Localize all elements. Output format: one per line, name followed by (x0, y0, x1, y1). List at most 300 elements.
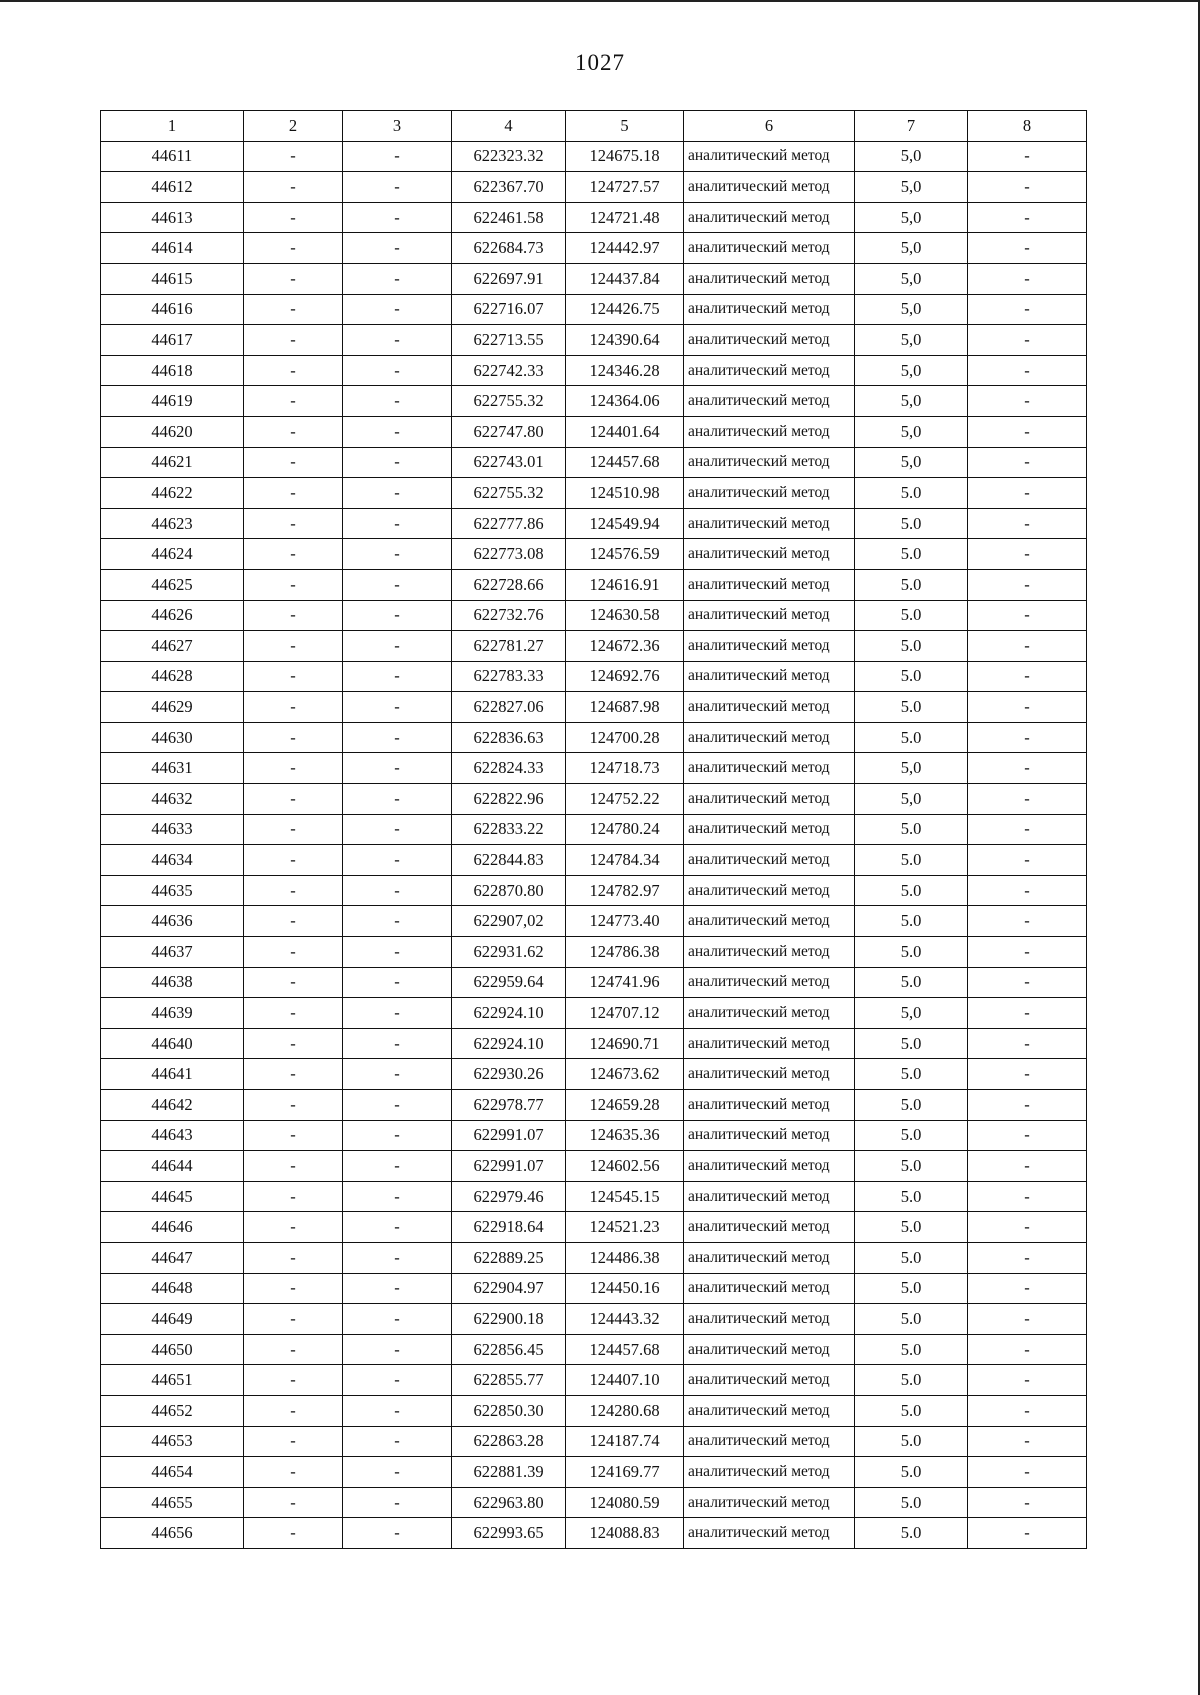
col3-cell: - (343, 1365, 452, 1396)
col2-cell: - (244, 141, 343, 172)
page-number: 1027 (575, 50, 625, 75)
y-coordinate-cell: 124782.97 (566, 875, 684, 906)
x-coordinate-cell: 622716.07 (452, 294, 566, 325)
accuracy-cell: 5.0 (855, 1518, 968, 1549)
x-coordinate-cell: 622924.10 (452, 1028, 566, 1059)
x-coordinate-cell: 622863.28 (452, 1426, 566, 1457)
x-coordinate-cell: 622844.83 (452, 845, 566, 876)
table-row (101, 539, 1087, 570)
col8-cell: - (968, 1365, 1087, 1396)
y-coordinate-cell: 124549.94 (566, 508, 684, 539)
x-coordinate-cell: 622461.58 (452, 202, 566, 233)
x-coordinate-cell: 622732.76 (452, 600, 566, 631)
col8-cell: - (968, 1487, 1087, 1518)
col2-cell: - (244, 1090, 343, 1121)
method-cell: аналитический метод (684, 784, 855, 815)
x-coordinate-cell: 622963.80 (452, 1487, 566, 1518)
col3-cell: - (343, 722, 452, 753)
table-row (101, 294, 1087, 325)
col8-cell: - (968, 1334, 1087, 1365)
y-coordinate-cell: 124450.16 (566, 1273, 684, 1304)
column-header: 5 (566, 111, 684, 142)
x-coordinate-cell: 622907,02 (452, 906, 566, 937)
table-row (101, 233, 1087, 264)
accuracy-cell: 5.0 (855, 1181, 968, 1212)
y-coordinate-cell: 124442.97 (566, 233, 684, 264)
table-row (101, 1487, 1087, 1518)
column-header: 7 (855, 111, 968, 142)
y-coordinate-cell: 124088.83 (566, 1518, 684, 1549)
y-coordinate-cell: 124169.77 (566, 1457, 684, 1488)
y-coordinate-cell: 124187.74 (566, 1426, 684, 1457)
col2-cell: - (244, 508, 343, 539)
y-coordinate-cell: 124630.58 (566, 600, 684, 631)
x-coordinate-cell: 622367.70 (452, 172, 566, 203)
method-cell: аналитический метод (684, 141, 855, 172)
col3-cell: - (343, 263, 452, 294)
y-coordinate-cell: 124437.84 (566, 263, 684, 294)
point-number-cell: 44621 (101, 447, 244, 478)
method-cell: аналитический метод (684, 875, 855, 906)
method-cell: аналитический метод (684, 845, 855, 876)
col3-cell: - (343, 478, 452, 509)
method-cell: аналитический метод (684, 1426, 855, 1457)
x-coordinate-cell: 622979.46 (452, 1181, 566, 1212)
y-coordinate-cell: 124576.59 (566, 539, 684, 570)
y-coordinate-cell: 124752.22 (566, 784, 684, 815)
col8-cell: - (968, 814, 1087, 845)
table-row (101, 355, 1087, 386)
table-row (101, 814, 1087, 845)
table-row (101, 631, 1087, 662)
point-number-cell: 44624 (101, 539, 244, 570)
method-cell: аналитический метод (684, 998, 855, 1029)
table-row (101, 998, 1087, 1029)
method-cell: аналитический метод (684, 661, 855, 692)
col3-cell: - (343, 1487, 452, 1518)
method-cell: аналитический метод (684, 753, 855, 784)
method-cell: аналитический метод (684, 416, 855, 447)
accuracy-cell: 5.0 (855, 845, 968, 876)
col3-cell: - (343, 141, 452, 172)
y-coordinate-cell: 124721.48 (566, 202, 684, 233)
col2-cell: - (244, 692, 343, 723)
y-coordinate-cell: 124700.28 (566, 722, 684, 753)
col3-cell: - (343, 202, 452, 233)
method-cell: аналитический метод (684, 1273, 855, 1304)
col8-cell: - (968, 1151, 1087, 1182)
point-number-cell: 44647 (101, 1242, 244, 1273)
col3-cell: - (343, 631, 452, 662)
x-coordinate-cell: 622978.77 (452, 1090, 566, 1121)
point-number-cell: 44619 (101, 386, 244, 417)
accuracy-cell: 5.0 (855, 692, 968, 723)
point-number-cell: 44620 (101, 416, 244, 447)
x-coordinate-cell: 622959.64 (452, 967, 566, 998)
accuracy-cell: 5.0 (855, 569, 968, 600)
accuracy-cell: 5.0 (855, 814, 968, 845)
col2-cell: - (244, 967, 343, 998)
col3-cell: - (343, 1273, 452, 1304)
point-number-cell: 44652 (101, 1395, 244, 1426)
method-cell: аналитический метод (684, 1120, 855, 1151)
y-coordinate-cell: 124659.28 (566, 1090, 684, 1121)
table-row (101, 906, 1087, 937)
col8-cell: - (968, 753, 1087, 784)
column-header: 6 (684, 111, 855, 142)
method-cell: аналитический метод (684, 937, 855, 968)
table-row (101, 202, 1087, 233)
method-cell: аналитический метод (684, 325, 855, 356)
col2-cell: - (244, 172, 343, 203)
col2-cell: - (244, 1334, 343, 1365)
col8-cell: - (968, 600, 1087, 631)
method-cell: аналитический метод (684, 355, 855, 386)
method-cell: аналитический метод (684, 1212, 855, 1243)
method-cell: аналитический метод (684, 294, 855, 325)
y-coordinate-cell: 124426.75 (566, 294, 684, 325)
point-number-cell: 44654 (101, 1457, 244, 1488)
x-coordinate-cell: 622931.62 (452, 937, 566, 968)
col8-cell: - (968, 172, 1087, 203)
col8-cell: - (968, 569, 1087, 600)
method-cell: аналитический метод (684, 967, 855, 998)
col2-cell: - (244, 355, 343, 386)
x-coordinate-cell: 622684.73 (452, 233, 566, 264)
col3-cell: - (343, 845, 452, 876)
col3-cell: - (343, 967, 452, 998)
x-coordinate-cell: 622713.55 (452, 325, 566, 356)
accuracy-cell: 5.0 (855, 1273, 968, 1304)
x-coordinate-cell: 622777.86 (452, 508, 566, 539)
y-coordinate-cell: 124443.32 (566, 1304, 684, 1335)
table-row (101, 1059, 1087, 1090)
col3-cell: - (343, 937, 452, 968)
y-coordinate-cell: 124718.73 (566, 753, 684, 784)
table-row (101, 1395, 1087, 1426)
point-number-cell: 44651 (101, 1365, 244, 1396)
accuracy-cell: 5.0 (855, 1426, 968, 1457)
method-cell: аналитический метод (684, 814, 855, 845)
accuracy-cell: 5.0 (855, 661, 968, 692)
accuracy-cell: 5,0 (855, 753, 968, 784)
table-row (101, 508, 1087, 539)
col8-cell: - (968, 631, 1087, 662)
col3-cell: - (343, 355, 452, 386)
accuracy-cell: 5.0 (855, 1151, 968, 1182)
method-cell: аналитический метод (684, 1028, 855, 1059)
table-row (101, 1426, 1087, 1457)
method-cell: аналитический метод (684, 1395, 855, 1426)
method-cell: аналитический метод (684, 233, 855, 264)
col2-cell: - (244, 1242, 343, 1273)
col8-cell: - (968, 1304, 1087, 1335)
accuracy-cell: 5.0 (855, 1059, 968, 1090)
y-coordinate-cell: 124672.36 (566, 631, 684, 662)
col2-cell: - (244, 1304, 343, 1335)
point-number-cell: 44646 (101, 1212, 244, 1243)
accuracy-cell: 5.0 (855, 906, 968, 937)
point-number-cell: 44640 (101, 1028, 244, 1059)
column-header: 4 (452, 111, 566, 142)
col2-cell: - (244, 447, 343, 478)
x-coordinate-cell: 622822.96 (452, 784, 566, 815)
x-coordinate-cell: 622773.08 (452, 539, 566, 570)
x-coordinate-cell: 622881.39 (452, 1457, 566, 1488)
y-coordinate-cell: 124401.64 (566, 416, 684, 447)
col8-cell: - (968, 906, 1087, 937)
point-number-cell: 44636 (101, 906, 244, 937)
method-cell: аналитический метод (684, 539, 855, 570)
col8-cell: - (968, 937, 1087, 968)
method-cell: аналитический метод (684, 631, 855, 662)
point-number-cell: 44655 (101, 1487, 244, 1518)
point-number-cell: 44614 (101, 233, 244, 264)
accuracy-cell: 5.0 (855, 1487, 968, 1518)
accuracy-cell: 5.0 (855, 478, 968, 509)
table-row (101, 937, 1087, 968)
table-row (101, 875, 1087, 906)
accuracy-cell: 5,0 (855, 998, 968, 1029)
col3-cell: - (343, 1395, 452, 1426)
col8-cell: - (968, 386, 1087, 417)
col2-cell: - (244, 1273, 343, 1304)
col2-cell: - (244, 753, 343, 784)
col2-cell: - (244, 1487, 343, 1518)
col2-cell: - (244, 386, 343, 417)
col2-cell: - (244, 1120, 343, 1151)
point-number-cell: 44618 (101, 355, 244, 386)
x-coordinate-cell: 622924.10 (452, 998, 566, 1029)
col3-cell: - (343, 753, 452, 784)
point-number-cell: 44611 (101, 141, 244, 172)
y-coordinate-cell: 124280.68 (566, 1395, 684, 1426)
col2-cell: - (244, 1518, 343, 1549)
accuracy-cell: 5.0 (855, 1365, 968, 1396)
col3-cell: - (343, 875, 452, 906)
col3-cell: - (343, 508, 452, 539)
x-coordinate-cell: 622783.33 (452, 661, 566, 692)
table-row (101, 845, 1087, 876)
col8-cell: - (968, 478, 1087, 509)
x-coordinate-cell: 622747.80 (452, 416, 566, 447)
y-coordinate-cell: 124692.76 (566, 661, 684, 692)
y-coordinate-cell: 124390.64 (566, 325, 684, 356)
x-coordinate-cell: 622755.32 (452, 478, 566, 509)
point-number-cell: 44642 (101, 1090, 244, 1121)
col8-cell: - (968, 447, 1087, 478)
table-row (101, 1304, 1087, 1335)
col8-cell: - (968, 1457, 1087, 1488)
accuracy-cell: 5,0 (855, 386, 968, 417)
method-cell: аналитический метод (684, 172, 855, 203)
accuracy-cell: 5,0 (855, 355, 968, 386)
col8-cell: - (968, 1518, 1087, 1549)
point-number-cell: 44633 (101, 814, 244, 845)
point-number-cell: 44638 (101, 967, 244, 998)
x-coordinate-cell: 622889.25 (452, 1242, 566, 1273)
col2-cell: - (244, 1395, 343, 1426)
col8-cell: - (968, 1181, 1087, 1212)
x-coordinate-cell: 622918.64 (452, 1212, 566, 1243)
col8-cell: - (968, 1059, 1087, 1090)
point-number-cell: 44622 (101, 478, 244, 509)
col2-cell: - (244, 845, 343, 876)
col3-cell: - (343, 1151, 452, 1182)
col2-cell: - (244, 1151, 343, 1182)
accuracy-cell: 5,0 (855, 325, 968, 356)
col8-cell: - (968, 355, 1087, 386)
col2-cell: - (244, 1365, 343, 1396)
y-coordinate-cell: 124673.62 (566, 1059, 684, 1090)
col3-cell: - (343, 1059, 452, 1090)
col8-cell: - (968, 202, 1087, 233)
method-cell: аналитический метод (684, 202, 855, 233)
x-coordinate-cell: 622900.18 (452, 1304, 566, 1335)
x-coordinate-cell: 622833.22 (452, 814, 566, 845)
accuracy-cell: 5.0 (855, 631, 968, 662)
method-cell: аналитический метод (684, 1518, 855, 1549)
x-coordinate-cell: 622993.65 (452, 1518, 566, 1549)
col8-cell: - (968, 1028, 1087, 1059)
col8-cell: - (968, 1395, 1087, 1426)
x-coordinate-cell: 622755.32 (452, 386, 566, 417)
y-coordinate-cell: 124780.24 (566, 814, 684, 845)
accuracy-cell: 5,0 (855, 784, 968, 815)
method-cell: аналитический метод (684, 600, 855, 631)
col8-cell: - (968, 784, 1087, 815)
col8-cell: - (968, 263, 1087, 294)
col2-cell: - (244, 539, 343, 570)
y-coordinate-cell: 124690.71 (566, 1028, 684, 1059)
col3-cell: - (343, 447, 452, 478)
table-header-row (101, 111, 1087, 142)
column-header: 2 (244, 111, 343, 142)
col8-cell: - (968, 141, 1087, 172)
col2-cell: - (244, 722, 343, 753)
point-number-cell: 44616 (101, 294, 244, 325)
table-row (101, 722, 1087, 753)
table-row (101, 967, 1087, 998)
method-cell: аналитический метод (684, 508, 855, 539)
col8-cell: - (968, 325, 1087, 356)
x-coordinate-cell: 622728.66 (452, 569, 566, 600)
col8-cell: - (968, 1426, 1087, 1457)
table-row (101, 661, 1087, 692)
accuracy-cell: 5,0 (855, 141, 968, 172)
y-coordinate-cell: 124786.38 (566, 937, 684, 968)
table-row (101, 1457, 1087, 1488)
col2-cell: - (244, 906, 343, 937)
accuracy-cell: 5,0 (855, 447, 968, 478)
col2-cell: - (244, 661, 343, 692)
table-row (101, 478, 1087, 509)
x-coordinate-cell: 622836.63 (452, 722, 566, 753)
col8-cell: - (968, 692, 1087, 723)
col3-cell: - (343, 294, 452, 325)
x-coordinate-cell: 622930.26 (452, 1059, 566, 1090)
table-row (101, 263, 1087, 294)
col3-cell: - (343, 1304, 452, 1335)
method-cell: аналитический метод (684, 1090, 855, 1121)
method-cell: аналитический метод (684, 1242, 855, 1273)
accuracy-cell: 5.0 (855, 1334, 968, 1365)
point-number-cell: 44623 (101, 508, 244, 539)
x-coordinate-cell: 622697.91 (452, 263, 566, 294)
col2-cell: - (244, 1028, 343, 1059)
col2-cell: - (244, 998, 343, 1029)
y-coordinate-cell: 124635.36 (566, 1120, 684, 1151)
col2-cell: - (244, 478, 343, 509)
table-row (101, 1212, 1087, 1243)
point-number-cell: 44630 (101, 722, 244, 753)
column-header: 3 (343, 111, 452, 142)
method-cell: аналитический метод (684, 1059, 855, 1090)
col2-cell: - (244, 1457, 343, 1488)
col8-cell: - (968, 875, 1087, 906)
accuracy-cell: 5.0 (855, 937, 968, 968)
y-coordinate-cell: 124521.23 (566, 1212, 684, 1243)
method-cell: аналитический метод (684, 1304, 855, 1335)
accuracy-cell: 5.0 (855, 1457, 968, 1488)
method-cell: аналитический метод (684, 1457, 855, 1488)
method-cell: аналитический метод (684, 1487, 855, 1518)
col2-cell: - (244, 784, 343, 815)
point-number-cell: 44644 (101, 1151, 244, 1182)
col8-cell: - (968, 661, 1087, 692)
method-cell: аналитический метод (684, 263, 855, 294)
point-number-cell: 44635 (101, 875, 244, 906)
accuracy-cell: 5.0 (855, 722, 968, 753)
col2-cell: - (244, 1181, 343, 1212)
col2-cell: - (244, 600, 343, 631)
col3-cell: - (343, 1518, 452, 1549)
accuracy-cell: 5.0 (855, 967, 968, 998)
table-row (101, 386, 1087, 417)
point-number-cell: 44649 (101, 1304, 244, 1335)
col3-cell: - (343, 1090, 452, 1121)
y-coordinate-cell: 124545.15 (566, 1181, 684, 1212)
y-coordinate-cell: 124457.68 (566, 1334, 684, 1365)
point-number-cell: 44645 (101, 1181, 244, 1212)
accuracy-cell: 5,0 (855, 416, 968, 447)
col3-cell: - (343, 784, 452, 815)
y-coordinate-cell: 124784.34 (566, 845, 684, 876)
table-row (101, 1120, 1087, 1151)
accuracy-cell: 5,0 (855, 202, 968, 233)
col8-cell: - (968, 1090, 1087, 1121)
column-header: 8 (968, 111, 1087, 142)
col2-cell: - (244, 569, 343, 600)
point-number-cell: 44653 (101, 1426, 244, 1457)
x-coordinate-cell: 622827.06 (452, 692, 566, 723)
col2-cell: - (244, 631, 343, 662)
col8-cell: - (968, 967, 1087, 998)
col3-cell: - (343, 1457, 452, 1488)
x-coordinate-cell: 622781.27 (452, 631, 566, 662)
table-row (101, 172, 1087, 203)
table-row (101, 1151, 1087, 1182)
method-cell: аналитический метод (684, 722, 855, 753)
col3-cell: - (343, 692, 452, 723)
y-coordinate-cell: 124741.96 (566, 967, 684, 998)
point-number-cell: 44632 (101, 784, 244, 815)
col3-cell: - (343, 416, 452, 447)
y-coordinate-cell: 124687.98 (566, 692, 684, 723)
col2-cell: - (244, 875, 343, 906)
col3-cell: - (343, 386, 452, 417)
col8-cell: - (968, 1120, 1087, 1151)
